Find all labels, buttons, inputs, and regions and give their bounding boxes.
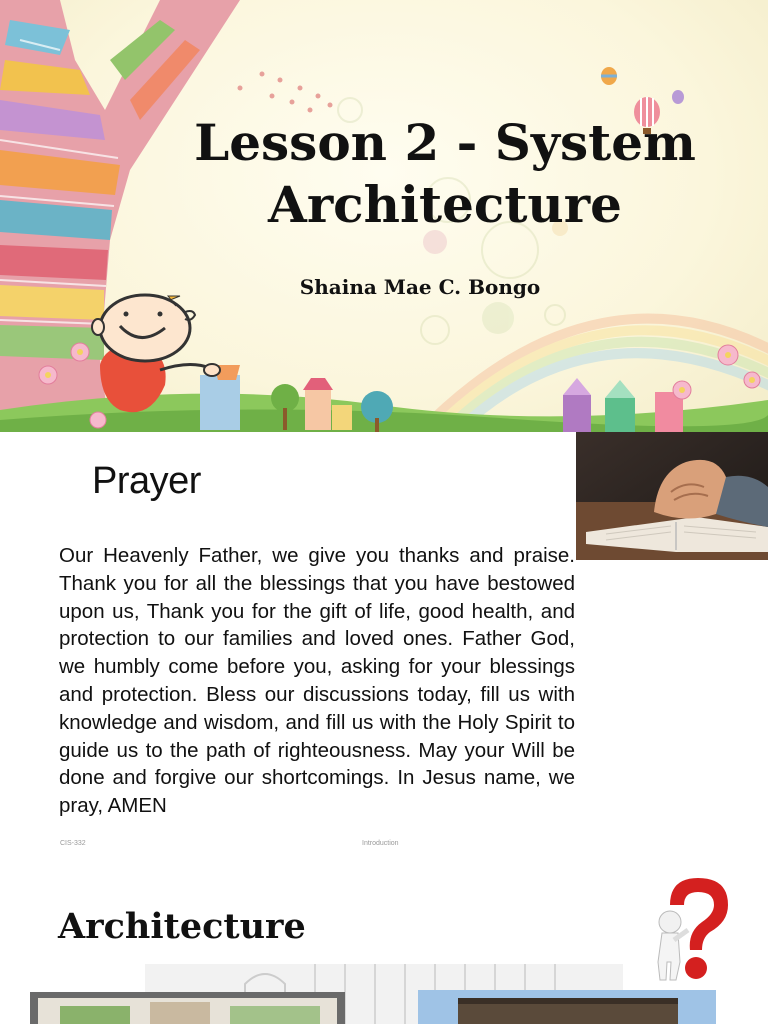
presentation-title: Lesson 2 - System Architecture [194,113,696,234]
prayer-body: Our Heavenly Father, we give you thanks and praise. Thank you for all the blessings that you have bestowed upon us, Thank you for the gift of life, good health, and protection to our families and loved ones. Father God, we humbly come before you, asking for your blessings and protection. Bless our discussions today, fill us with knowledge and wisdom, and fill us with the Holy Spirit to guide us to the path of righteousness. May your Will be done and forgive our shortcomings. In Jesus name, we pray, AMEN [59,544,575,818]
footer-course-code: CIS-332 [60,840,86,847]
footer-section: Introduction [362,840,399,847]
architecture-heading: Architecture [58,906,306,947]
modern-building-photo [418,990,716,1024]
prayer-slide [0,432,768,862]
praying-hands-photo [576,432,768,560]
author-name: Shaina Mae C. Bongo [299,275,541,299]
title-slide [0,0,768,432]
question-mark-figure-icon [640,870,735,990]
prayer-heading: Prayer [92,460,201,502]
building-section-image [30,992,345,1024]
architecture-slide [0,862,768,1024]
